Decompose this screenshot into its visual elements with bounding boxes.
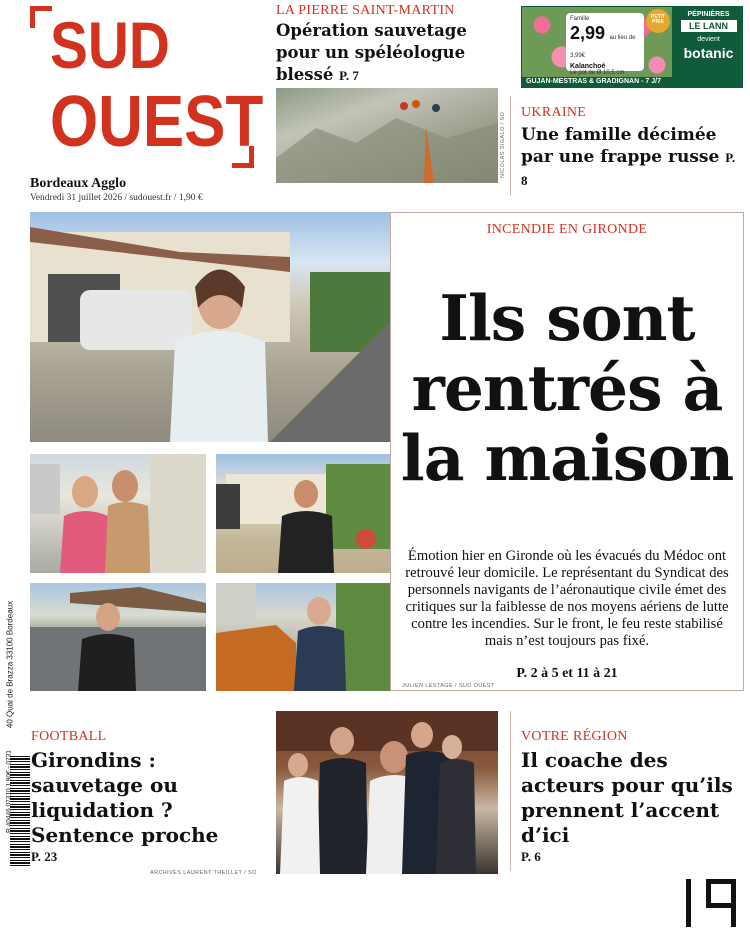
column-divider-bottom [510, 711, 511, 871]
main-photo-art [30, 212, 390, 442]
ad-brand-logo [681, 11, 737, 32]
football-headline[interactable]: Girondins : sauvetage ou liquidation ? Sentence proche [31, 748, 219, 847]
photo-man-garden-art [216, 454, 390, 573]
ad-badge: PETIT PRIX [646, 9, 670, 33]
main-story-kicker: INCENDIE EN GIRONDE [486, 222, 648, 237]
ad-brand-panel [674, 7, 743, 87]
main-story-page-ref: P. 2 à 5 et 11 à 21 [516, 666, 618, 681]
ad-new-brand: botanic [683, 45, 734, 62]
photo-man-car [216, 583, 390, 691]
barcode [10, 756, 30, 866]
ad-family-label: Famille [570, 16, 590, 22]
top-story-headline-text: Opération sauvetage pour un spéléologue blessé [276, 21, 467, 84]
main-headline-line-2: rentrés à [411, 351, 723, 425]
logo-bracket-top-left [30, 6, 52, 28]
address: 40 Quai de Brazza 33100 Bordeaux [5, 600, 15, 729]
main-photo-woman [30, 212, 390, 442]
ad-devient: devient [697, 36, 720, 44]
dateline: Vendredi 31 juillet 2026 / sudouest.fr / 1,90 € [30, 193, 203, 203]
main-headline-line-1: Ils sont [439, 281, 695, 355]
top-story-page-ref: P. 7 [339, 68, 359, 83]
logo-word-ouest: OUEST [50, 82, 264, 162]
top-story-kicker: LA PIERRE SAINT-MARTIN [276, 3, 455, 18]
girondins-photo [276, 711, 498, 874]
ad-brand-top: PÉPINIÈRES [687, 11, 730, 18]
main-story-text: Émotion hier en Gironde où les évacués du Médoc ont retrouvé leur domicile. Le représentant du Syndicat des personnels navigants de l’aéronautique civile émet des critiques sur la faiblesse de nos moyens aériens de lutte contre les incendies. Sur le front, le feu reste stabilisé mais n’est toujours pas fixé. [405, 548, 729, 649]
ad-price-tag [566, 13, 644, 76]
rescue-photo [276, 88, 498, 183]
football-page-ref: P. 23 [31, 849, 58, 864]
ad-price: 2,99 [570, 22, 606, 43]
advertisement[interactable] [521, 6, 743, 88]
ukraine-headline[interactable] [521, 124, 736, 192]
football-credit: ARCHIVES LAURENT THEILLET / SO [150, 870, 257, 876]
ukraine-page-ref: P. 8 [521, 150, 736, 188]
main-story-credit: JULIEN LESTAGE / SUD OUEST [402, 683, 495, 689]
football-kicker: FOOTBALL [31, 729, 107, 744]
ad-product: Kalanchoé [570, 62, 606, 70]
edition-name: Bordeaux Agglo [30, 176, 127, 191]
region-headline[interactable]: Il coache des acteurs pour qu’ils prennent l’accent d’ici [521, 748, 733, 847]
photo-two-women [30, 454, 206, 573]
photo-man-garden [216, 454, 390, 573]
main-headline-line-3: la maison [400, 421, 734, 495]
barcode-number: R 40446 07310 1 90€ - 0731 [5, 750, 13, 833]
ad-product-detail: Le pot de Ø 10,5 cm [570, 69, 625, 76]
sud-ouest-logo[interactable] [30, 6, 264, 168]
photo-man-gate [30, 583, 206, 691]
ukraine-headline-text: Une famille décimée par une frappe russe [521, 125, 720, 167]
logo-word-sud: SUD [50, 8, 170, 82]
top-story-credit: NICOLAS SIGALO / SO [500, 111, 506, 178]
girondins-photo-art [276, 711, 498, 874]
logo-bracket-bottom-right [232, 146, 254, 168]
page-corner-mark-icon [680, 875, 742, 931]
rescue-photo-art [276, 88, 498, 183]
top-story-headline[interactable] [276, 20, 486, 87]
region-page-ref: P. 6 [521, 849, 541, 864]
main-story-headline[interactable] [396, 283, 738, 493]
photo-two-women-art [30, 454, 206, 573]
photo-man-car-art [216, 583, 390, 691]
ad-price-note: au lieu de 3,99€ [570, 34, 636, 59]
ad-brand-name: LE LANN [681, 20, 737, 32]
region-kicker: VOTRE RÉGION [521, 729, 628, 744]
photo-man-gate-art [30, 583, 206, 691]
column-divider [510, 96, 511, 196]
ad-stores: GUJAN-MESTRAS & GRADIGNAN - 7 J/7 [522, 77, 672, 87]
ukraine-kicker: UKRAINE [521, 105, 587, 120]
